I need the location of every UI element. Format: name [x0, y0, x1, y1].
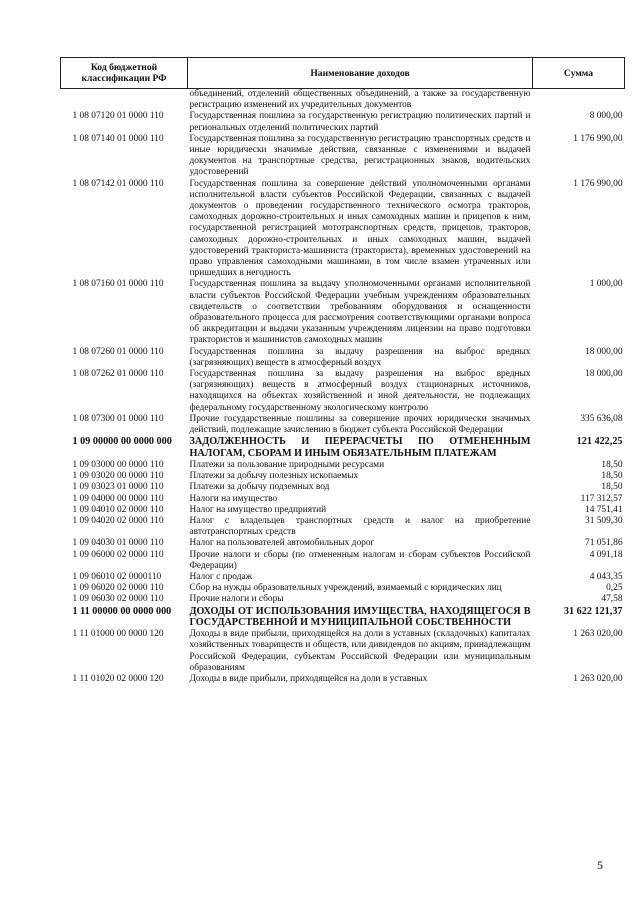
name-cell: Налог на имущество предприятий	[189, 504, 327, 515]
table-header	[61, 58, 625, 89]
name-cell: Налог с продаж	[189, 571, 253, 582]
amount-cell: 121 422,25	[576, 436, 623, 448]
name-cell: Доходы в виде прибыли, приходящейся на доли в уставных (складочных) капиталах хозяйственных товариществ и обществ, или дивидендов по акциям, принадлежащим Российской Федерации, субъектам Российской Федерации или муниципальным образованиям	[189, 629, 531, 673]
code-cell: 1 09 06020 02 0000 110	[72, 583, 164, 594]
amount-cell: 31 622 121,37	[563, 605, 623, 617]
code-cell: 1 08 07300 01 0000 110	[72, 413, 164, 424]
name-cell: Доходы в виде прибыли, приходящейся на доли в уставных	[189, 673, 428, 684]
amount-cell: 4 091,18	[589, 549, 623, 560]
amount-cell: 0,25	[606, 583, 623, 594]
amount-cell: 71 051,86	[585, 538, 623, 549]
table-row	[61, 572, 625, 583]
header-code: Код бюджетной классификации РФ	[61, 58, 188, 89]
name-cell: Государственная пошлина за государственную регистрацию транспортных средств и иные юридически значимые действия, связанные с изменениями и выдачей документов на транспортные средства, регистрационных знаков, водительских удостоверений	[189, 133, 531, 178]
table-row	[61, 436, 625, 460]
amount-cell: 1 176 990,00	[573, 133, 623, 144]
amount-cell: 18,50	[601, 471, 623, 482]
code-cell: 1 08 07120 01 0000 110	[72, 111, 164, 122]
table-row	[61, 134, 625, 179]
name-cell: Государственная пошлина за совершение действий уполномоченными органами исполнительной власти субъектов Российской Федерации, связанных с выдачей документов о проведении государственного технического осмотра тракторов, самоходных дорожно-строительных и иных самоходных машин и прицепов к ним, государственной регистрацией мототранспортных средств, прицепов, тракторов, самоходных дорожно-строительных и иных самоходных машин, выдачей удостоверений тракториста-машиниста (тракториста), временных удостоверений на право управления самоходными машинами, в том числе взамен утраченных или пришедших в негодность	[189, 178, 531, 279]
code-cell: 1 09 04010 02 0000 110	[72, 504, 164, 515]
amount-cell: 18 000,00	[585, 346, 623, 357]
amount-cell: 1 263 020,00	[573, 673, 623, 684]
amount-cell: 1 000,00	[589, 279, 623, 290]
code-cell: 1 09 04000 00 0000 110	[72, 493, 164, 504]
code-cell	[61, 89, 188, 112]
name-cell: Налоги на имущество	[189, 493, 278, 504]
amount-cell: 4 043,35	[589, 571, 623, 582]
table-row	[61, 482, 625, 493]
table-row	[61, 279, 625, 346]
table-row	[61, 414, 625, 436]
code-cell: 1 09 00000 00 0000 000	[72, 436, 172, 448]
table-body	[61, 89, 625, 686]
amount-cell: 117 312,57	[580, 493, 623, 504]
code-cell: 1 08 07142 01 0000 110	[72, 178, 164, 189]
name-cell: Прочие налоги и сборы (по отмененным налогам и сборам субъектов Российской Федерации)	[189, 549, 531, 571]
table-row	[61, 460, 625, 471]
table-row	[61, 111, 625, 133]
table-row	[61, 674, 625, 685]
amount-cell: 18,50	[601, 459, 623, 470]
name-cell: Государственная пошлина за выдачу уполномоченными органами исполнительной власти субъектов Российской Федерации учебным учреждениям образовательных свидетельств о соответствии требованиям оборудования и оснащенности образовательного процесса для рассмотрения соответствующими органами вопроса об аккредитации и выдачи указанным учреждениям лицензии на право подготовки трактористов и машинистов самоходных машин	[189, 279, 531, 346]
table-row	[61, 550, 625, 572]
code-cell: 1 09 06030 02 0000 110	[72, 594, 164, 605]
amount-cell: 18 000,00	[585, 369, 623, 380]
name-cell: Сбор на нужды образовательных учреждений, взимаемый с юридических лиц	[189, 583, 502, 594]
table-row	[61, 471, 625, 482]
header-name: Наименование доходов	[188, 58, 533, 89]
code-cell: 1 11 01000 00 0000 120	[72, 629, 164, 640]
income-table	[60, 57, 625, 685]
name-cell: Государственная пошлина за государственную регистрацию политических партий и региональных отделений политических партий	[189, 111, 531, 133]
code-cell: 1 09 06000 02 0000 110	[72, 549, 164, 560]
table-row	[61, 594, 625, 605]
name-cell: объединений, отделений общественных объединений, а также за государственную регистрацию изменений их учредительных документов	[189, 89, 531, 111]
table-row	[61, 629, 625, 674]
table-row	[61, 494, 625, 505]
code-cell: 1 11 00000 00 0000 000	[72, 605, 172, 617]
table-row	[61, 583, 625, 594]
table-row	[61, 505, 625, 516]
page-number: 5	[597, 858, 603, 872]
table-row	[61, 347, 625, 369]
code-cell: 1 09 04020 02 0000 110	[72, 515, 164, 526]
code-cell: 1 08 07140 01 0000 110	[72, 133, 164, 144]
name-cell: Платежи за добычу полезных ископаемых	[189, 471, 359, 482]
table-row	[61, 516, 625, 538]
code-cell: 1 08 07262 01 0000 110	[72, 369, 164, 380]
code-cell: 1 09 03023 01 0000 110	[72, 482, 164, 493]
amount-cell: 8 000,00	[589, 111, 623, 122]
name-cell: Прочие государственные пошлины за совершение прочих юридически значимых действий, подлежащие зачислению в бюджет субъекта Российской Федерации	[189, 413, 531, 436]
table-row	[61, 89, 625, 112]
amount-cell: 18,50	[601, 482, 623, 493]
name-cell: Налог с владельцев транспортных средств и налог на приобретение автотранспортных средств	[189, 515, 531, 538]
header-amount: Сумма	[533, 58, 625, 89]
name-cell: ЗАДОЛЖЕННОСТЬ И ПЕРЕРАСЧЕТЫ ПО ОТМЕНЕННЫМ НАЛОГАМ, СБОРАМ И ИНЫМ ОБЯЗАТЕЛЬНЫМ ПЛАТЕЖАМ	[189, 436, 531, 460]
code-cell: 1 09 03000 00 0000 110	[72, 459, 164, 470]
table-row	[61, 369, 625, 414]
name-cell: ДОХОДЫ ОТ ИСПОЛЬЗОВАНИЯ ИМУЩЕСТВА, НАХОДЯЩЕГОСЯ В ГОСУДАРСТВЕННОЙ И МУНИЦИПАЛЬНОЙ СОБСТВЕННОСТИ	[189, 605, 531, 629]
name-cell: Прочие налоги и сборы	[189, 594, 284, 605]
code-cell: 1 08 07160 01 0000 110	[72, 279, 164, 290]
amount-cell: 1 263 020,00	[573, 629, 623, 640]
amount-cell	[533, 89, 625, 112]
amount-cell: 1 176 990,00	[573, 178, 623, 189]
table-row	[61, 538, 625, 549]
name-cell: Государственная пошлина за выдачу разрешения на выброс вредных (загрязняющих) веществ в атмосферный воздух	[189, 346, 531, 368]
table-row	[61, 606, 625, 630]
table-row	[61, 179, 625, 280]
code-cell: 1 09 03020 00 0000 110	[72, 471, 164, 482]
amount-cell: 14 751,41	[585, 504, 623, 515]
amount-cell: 31 509,30	[585, 515, 623, 526]
code-cell: 1 08 07260 01 0000 110	[72, 346, 164, 357]
code-cell: 1 09 06010 02 0000110	[72, 571, 162, 582]
amount-cell: 335 636,08	[580, 413, 623, 424]
name-cell: Налог на пользователей автомобильных дорог	[189, 538, 375, 549]
code-cell: 1 11 01020 02 0000 120	[72, 673, 164, 684]
amount-cell: 47,58	[601, 594, 623, 605]
name-cell: Платежи за пользование природными ресурсами	[189, 459, 385, 470]
name-cell: Платежи за добычу подземных вод	[189, 482, 330, 493]
name-cell: Государственная пошлина за выдачу разрешения на выброс вредных (загрязняющих) веществ в атмосферный воздух стационарных источников, находящихся на объектах хозяйственной и иной деятельности, не подлежащих федеральному государственному экологическому контролю	[189, 369, 531, 413]
code-cell: 1 09 04030 01 0000 110	[72, 538, 164, 549]
